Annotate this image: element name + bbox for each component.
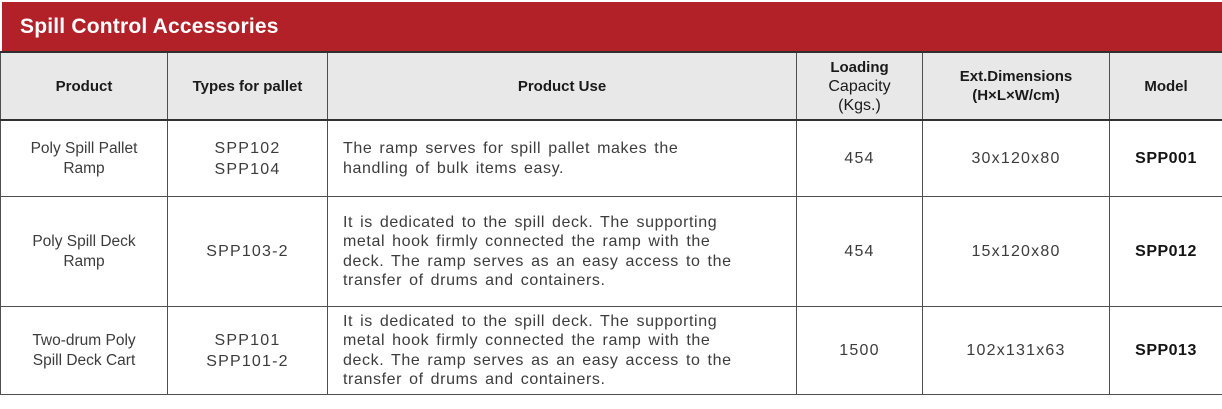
col-header-product: Product — [0, 53, 168, 119]
loading-capacity-cell: 1500 — [797, 307, 923, 394]
table-row — [0, 121, 1222, 197]
model-cell: SPP012 — [1135, 242, 1197, 260]
product-cell: Poly Spill Pallet Ramp — [0, 121, 168, 196]
model-cell: SPP013 — [1135, 341, 1197, 359]
types-cell: SPP102 SPP104 — [168, 121, 328, 196]
types-cell: SPP103-2 — [168, 197, 328, 306]
ext-dimensions-cell: 15x120x80 — [923, 197, 1110, 306]
col-header-dimensions — [923, 53, 1110, 119]
types-cell: SPP101 SPP101-2 — [168, 307, 328, 394]
ext-dimensions-cell: 102x131x63 — [923, 307, 1110, 394]
table-row — [0, 307, 1222, 395]
product-use-cell: It is dedicated to the spill deck. The supporting metal hook firmly connected the ramp with the deck. The ramp serves as an easy access to the transfer of drums and containers. — [328, 197, 797, 306]
col-header-capacity — [797, 53, 923, 119]
table-row — [0, 197, 1222, 307]
product-use-cell: The ramp serves for spill pallet makes the handling of bulk items easy. — [328, 121, 797, 196]
ext-dimensions-cell: 30x120x80 — [923, 121, 1110, 196]
model-cell: SPP001 — [1135, 149, 1197, 167]
product-use-cell: It is dedicated to the spill deck. The supporting metal hook firmly connected the ramp with the deck. The ramp serves as an easy access to the transfer of drums and containers. — [328, 307, 797, 394]
col-header-capacity-line3: (Kgs.) — [838, 96, 881, 114]
col-header-dimensions-line2: (H×L×W/cm) — [972, 87, 1060, 104]
loading-capacity-cell: 454 — [797, 197, 923, 306]
col-header-capacity-line2: Capacity — [828, 77, 891, 95]
product-cell: Poly Spill Deck Ramp — [0, 197, 168, 306]
title-bar — [2, 2, 1222, 51]
table-header-row — [0, 51, 1222, 121]
loading-capacity-cell: 454 — [797, 121, 923, 196]
col-header-capacity-line1: Loading — [830, 58, 889, 76]
col-header-model: Model — [1144, 77, 1188, 95]
col-header-use: Product Use — [328, 53, 797, 119]
col-header-dimensions-line1: Ext.Dimensions — [959, 68, 1073, 85]
accessories-table — [0, 51, 1222, 395]
page-title: Spill Control Accessories — [20, 14, 279, 38]
product-cell: Two-drum Poly Spill Deck Cart — [0, 307, 168, 394]
col-header-types: Types for pallet — [168, 53, 328, 119]
